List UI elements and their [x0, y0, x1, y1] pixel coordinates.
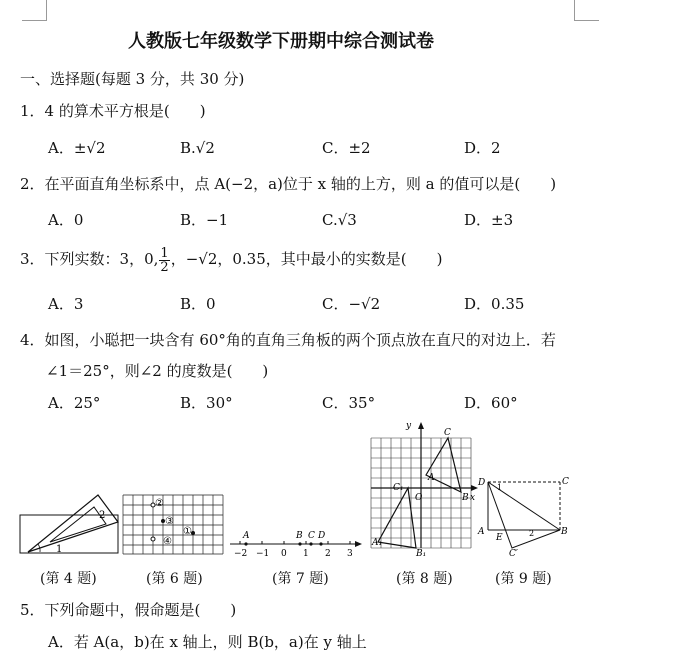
- question-1-option-b: B.√2: [180, 139, 215, 157]
- question-3-option-d: D．0.35: [464, 295, 525, 313]
- question-1-option-c: C．±2: [322, 139, 371, 157]
- fig8-label-o: O: [415, 493, 423, 503]
- fig9-label-c: C: [562, 477, 569, 487]
- page-title: 人教版七年级数学下册期中综合测试卷: [128, 31, 434, 52]
- fig7-tick-2: 2: [325, 549, 331, 559]
- question-4-stem-line-1: 4．如图，小聪把一块含有 60°角的直角三角板的两个顶点放在直尺的对边上．若: [20, 331, 556, 349]
- question-4-option-d: D．60°: [464, 394, 518, 412]
- caption-figure-9: (第 9 题): [495, 571, 552, 587]
- fig7-tick-neg2: −2: [234, 549, 248, 559]
- fig9-label-d: D: [478, 478, 486, 488]
- question-4-option-a: A．25°: [48, 394, 101, 412]
- section-heading: 一、选择题(每题 3 分，共 30 分): [20, 70, 245, 88]
- fig9-label-a: A: [478, 527, 485, 537]
- caption-figure-6: (第 6 题): [146, 571, 203, 587]
- figure-8: [366, 420, 480, 560]
- fig8-label-c1: C₁: [393, 483, 404, 493]
- figure-4: [18, 488, 122, 558]
- fig8-label-b1: B₁: [416, 549, 427, 559]
- corner-mark-right: [574, 0, 599, 21]
- question-3-option-c: C．−√2: [322, 295, 381, 313]
- question-1-option-a: A．±√2: [48, 139, 106, 157]
- fig4-angle-1: 1: [56, 544, 63, 555]
- fig8-label-a: A: [428, 473, 435, 483]
- fig9-label-e: E: [496, 533, 503, 543]
- fig6-label-1: ①: [183, 526, 192, 537]
- fig6-label-2: ②: [155, 498, 164, 509]
- fig7-tick-3: 3: [347, 549, 353, 559]
- question-3-option-b: B．0: [180, 295, 216, 313]
- question-2-option-a: A．0: [48, 211, 84, 229]
- question-2-option-b: B．−1: [180, 211, 229, 229]
- fig9-angle-1: 1: [497, 483, 503, 492]
- fig7-tick-neg1: −1: [256, 549, 270, 559]
- fig7-point-d: D: [318, 531, 326, 541]
- fig9-label-c-prime: C′: [509, 549, 518, 558]
- figure-9: [474, 472, 574, 558]
- question-1-stem: 1．4 的算术平方根是( ): [20, 102, 206, 120]
- fig8-label-a1: A₁: [372, 538, 383, 548]
- caption-figure-8: (第 8 题): [396, 571, 453, 587]
- fraction-numerator: 1: [160, 245, 169, 261]
- figure-7: [228, 526, 364, 560]
- fig9-label-b: B: [561, 527, 568, 537]
- fig7-point-c: C: [308, 531, 315, 541]
- question-5-stem: 5．下列命题中，假命题是( ): [20, 601, 237, 619]
- question-4-option-b: B．30°: [180, 394, 233, 412]
- question-2-option-d: D．±3: [464, 211, 514, 229]
- question-3-stem-pre: 3．下列实数：3，0,: [20, 250, 159, 268]
- fig7-point-a: A: [243, 531, 250, 541]
- corner-mark-left: [22, 0, 47, 21]
- fig8-label-y: y: [406, 421, 412, 431]
- figure-6: [122, 494, 226, 556]
- fig7-tick-1: 1: [303, 549, 309, 559]
- fig8-label-c: C: [444, 428, 451, 438]
- fraction-one-half: [159, 247, 169, 274]
- caption-figure-7: (第 7 题): [272, 571, 329, 587]
- question-3-stem: [20, 244, 442, 274]
- fig7-tick-0: 0: [281, 549, 287, 559]
- question-4-option-c: C．35°: [322, 394, 376, 412]
- fraction-denominator: 2: [160, 259, 169, 275]
- fig8-label-x: x: [470, 493, 476, 503]
- question-5-option-a: A．若 A(a，b)在 x 轴上，则 B(b，a)在 y 轴上: [48, 633, 367, 651]
- question-1-option-d: D．2: [464, 139, 501, 157]
- question-3-stem-post: ，−√2，0.35，其中最小的实数是( ): [170, 250, 443, 268]
- caption-figure-4: (第 4 题): [40, 571, 97, 587]
- question-4-stem-line-2: ∠1＝25°，则∠2 的度数是( ): [46, 362, 269, 380]
- fig6-label-3: ③: [165, 516, 174, 527]
- fig8-label-b: B: [462, 493, 469, 503]
- question-2-option-c: C.√3: [322, 211, 357, 229]
- fig7-point-b: B: [296, 531, 303, 541]
- question-3-option-a: A．3: [48, 295, 84, 313]
- question-2-stem: 2．在平面直角坐标系中，点 A(−2，a)位于 x 轴的上方，则 a 的值可以是( ): [20, 175, 557, 193]
- fig4-angle-2: 2: [99, 510, 106, 521]
- fig6-label-4: ④: [163, 536, 172, 547]
- fig9-angle-2: 2: [529, 529, 535, 538]
